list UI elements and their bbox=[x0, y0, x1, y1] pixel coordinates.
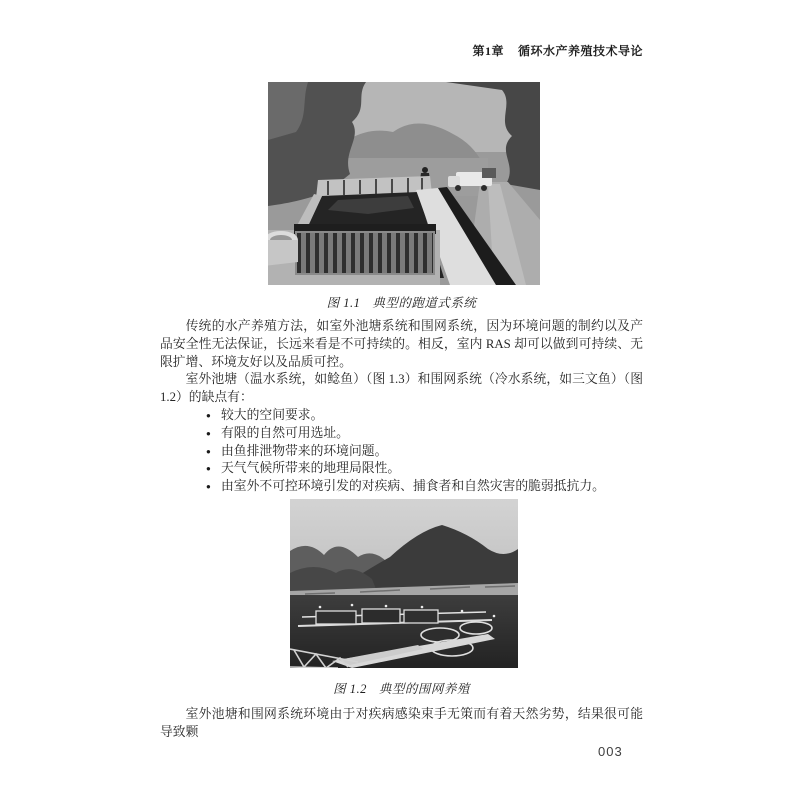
raceway-photo-illustration bbox=[268, 82, 540, 285]
figure-1-2-photo bbox=[290, 499, 518, 668]
body-text bbox=[160, 318, 643, 496]
figure-1-2-caption bbox=[160, 679, 643, 697]
paragraph-2: 室外池塘（温水系统，如鲶鱼）（图 1.3）和围网系统（冷水系统，如三文鱼）（图 1.2）的缺点有： bbox=[160, 372, 643, 405]
paragraph-1: 传统的水产养殖方法，如室外池塘系统和围网系统，因为环境问题的制约以及产品安全性无法保证，长远来看是不可持续的。相反，室内 RAS 却可以做到可持续、无限扩增、环境友好以及品质可控。 bbox=[160, 319, 643, 369]
list-item: ● 由鱼排泄物带来的环境问题。 bbox=[160, 443, 643, 461]
figure-1-2-label: 图 1.2 bbox=[333, 682, 367, 696]
figure-1-1-label: 图 1.1 bbox=[326, 296, 361, 310]
list-item: ● 天气气候所带来的地理局限性。 bbox=[160, 460, 643, 478]
grate bbox=[296, 232, 434, 274]
running-head bbox=[160, 42, 643, 59]
list-item: ● 由室外不可控环境引发的对疾病、捕食者和自然灾害的脆弱抵抗力。 bbox=[160, 478, 643, 496]
page-number: 003 bbox=[598, 744, 623, 759]
figure-1-1-photo bbox=[268, 82, 540, 285]
chapter-number: 第1章 bbox=[472, 44, 504, 58]
figure-1-2-caption-text: 典型的围网养殖 bbox=[378, 682, 470, 696]
tank-body bbox=[268, 240, 298, 266]
chapter-title: 循环水产养殖技术导论 bbox=[517, 44, 643, 58]
net-pen-photo-illustration bbox=[290, 499, 518, 668]
figure-1-1-caption-text: 典型的跑道式系统 bbox=[372, 296, 477, 310]
disadvantage-list bbox=[160, 407, 643, 496]
list-item: ● 有限的自然可用选址。 bbox=[160, 425, 643, 443]
figure-1-1-caption bbox=[160, 293, 643, 311]
list-item: ● 较大的空间要求。 bbox=[160, 407, 643, 425]
last-paragraph-block bbox=[160, 706, 643, 742]
paragraph-3: 室外池塘和围网系统环境由于对疾病感染束手无策而有着天然劣势，结果很可能导致颗 bbox=[160, 707, 643, 739]
